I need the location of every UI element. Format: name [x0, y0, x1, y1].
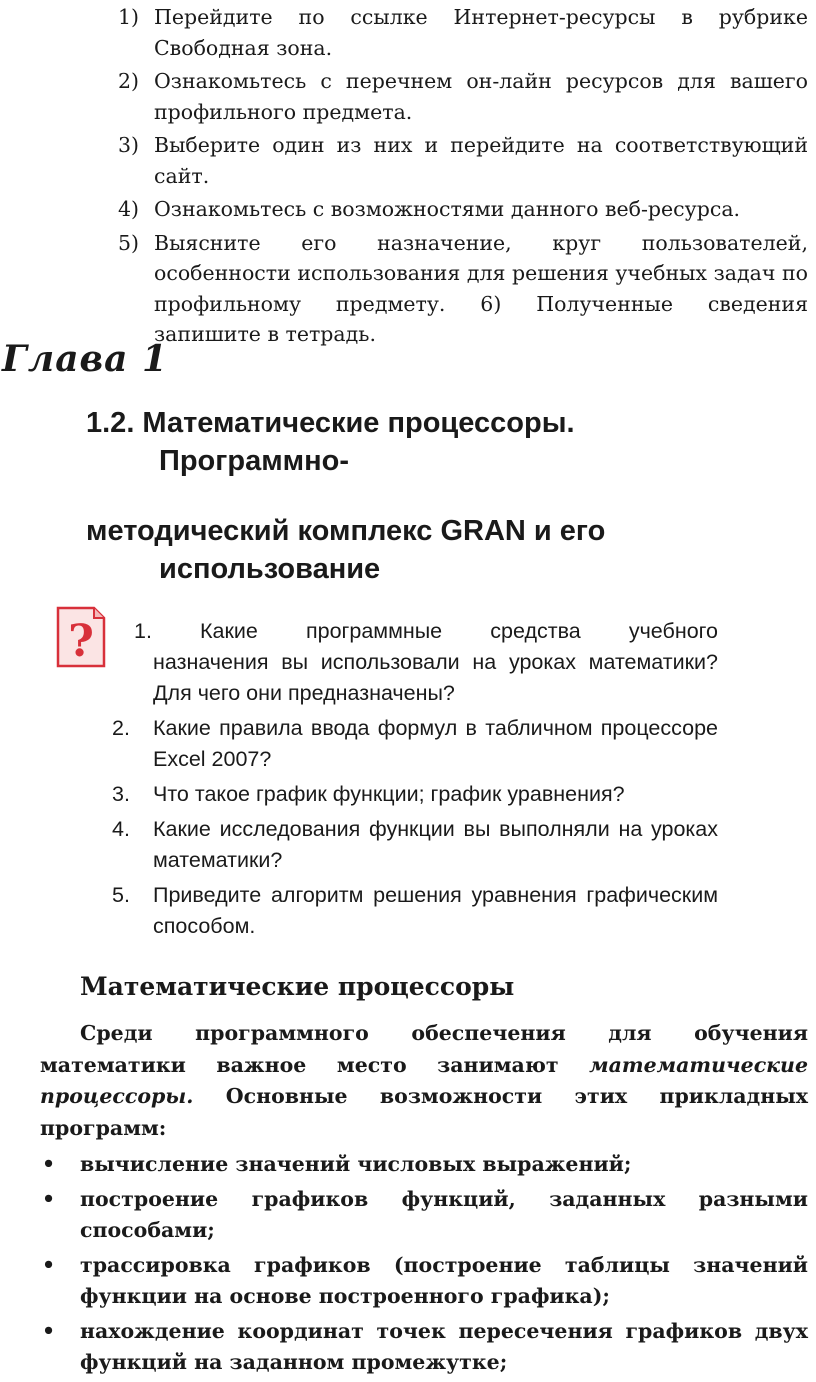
heading-line-1: 1.2. Математические процессоры. — [86, 407, 575, 439]
list-item: • построение графиков функций, заданных разными способами; — [40, 1184, 808, 1247]
list-item: 4. Какие исследования функции вы выполняли на уроках математики? — [112, 817, 718, 872]
bullet-icon: • — [42, 1252, 56, 1277]
heading-line-3: методический комплекс GRAN и его — [86, 515, 606, 547]
heading-line-2: Программно- — [159, 445, 349, 477]
list-item: • трассировка графиков (построение таблицы значений функции на основе построенного графика); — [40, 1250, 808, 1313]
list-item: 1. Какие программные средства учебного назначения вы использовали на уроках математики? Для чего они предназначены? — [134, 619, 718, 705]
list-item: 1) Перейдите по ссылке Интернет-ресурсы в рубрике Свободная зона. — [118, 5, 808, 60]
bullet-icon: • — [42, 1186, 56, 1211]
subsection-title: Математические процессоры — [80, 972, 515, 1001]
list-item: 4) Ознакомьтесь с возможностями данного веб-ресурса. — [118, 197, 741, 221]
list-item: 5) Выясните его назначение, круг пользователей, особенности использования для решения учебных задач по профильному предмету. 6) Полученные сведения запишите в тетрадь. — [118, 230, 808, 346]
bullet-icon: • — [42, 1318, 56, 1343]
section-heading — [86, 404, 575, 480]
list-item: 5. Приведите алгоритм решения уравнения графическим способом. — [112, 883, 718, 938]
section-heading-cont — [86, 512, 605, 588]
list-item: 2. Какие правила ввода формул в табличном процессоре Excel 2007? — [112, 716, 718, 771]
svg-text:?: ? — [68, 616, 94, 667]
list-item: 3) Выберите один из них и перейдите на соответствующий сайт. — [118, 133, 808, 188]
features-list — [40, 1149, 808, 1382]
questions-list — [112, 616, 718, 946]
chapter-title: Глава 1 — [2, 338, 169, 380]
list-item: • вычисление значений числовых выражений; — [40, 1149, 808, 1181]
task-list — [118, 2, 808, 353]
bullet-icon: • — [42, 1152, 56, 1176]
body-paragraph: Среди программного обеспечения для обучения математики важное место занимают математические процессоры. Основные возможности этих прикладных программ: — [40, 1021, 808, 1140]
list-item: 3. Что такое график функции; график уравнения? — [112, 782, 625, 806]
list-item: • нахождение координат точек пересечения графиков двух функций на заданном промежутке; — [40, 1316, 808, 1379]
list-item: 2) Ознакомьтесь с перечнем он-лайн ресурсов для вашего профильного предмета. — [118, 69, 808, 124]
question-icon — [56, 606, 106, 668]
heading-line-4: использование — [159, 553, 381, 585]
italic-term: математические процессоры. — [40, 1052, 808, 1108]
